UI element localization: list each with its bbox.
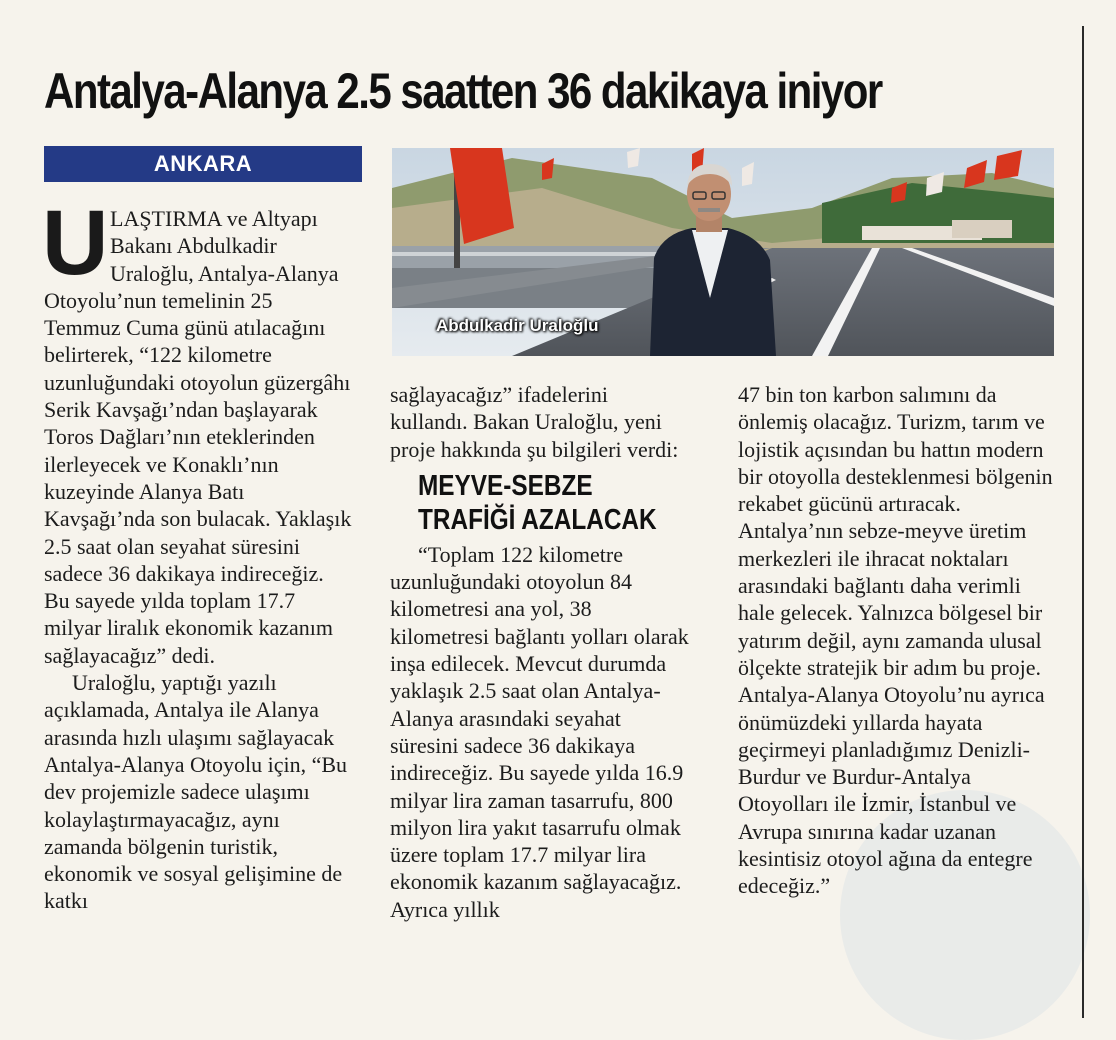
body-paragraph: 47 bin ton karbon salımını da önlemiş olacağız. Turizm, tarım ve lojistik açısından bu hattın modern bir otoyolla desteklenmesi bölgenin rekabet gücünü artıracak. Antalya’nın sebze-meyve üretim merkezleri ile ihracat noktaları arasındaki bağlantı daha verimli hale gelecek. Yalnızca bölgesel bir yatırım değil, aynı zamanda ulusal ölçekte stratejik bir adım bu proje. Antalya-Alanya Otoyolu’nu ayrıca önümüzdeki yıllarda hayata geçirmeyi planladığımız Denizli-Burdur ve Burdur-Antalya Otoyolları ile İzmir, İstanbul ve Avrupa sınırına kadar uzanan kesintisiz otoyol ağına da entegre edeceğiz.”: [738, 382, 1053, 899]
body-paragraph: sağlayacağız” ifadelerini kullandı. Bakan Uraloğlu, yeni proje hakkında şu bilgileri verdi:: [390, 382, 679, 462]
subheading-line-2: TRAFİĞİ AZALACAK: [418, 503, 657, 536]
subheading: [418, 469, 690, 537]
article-column-1: [42, 192, 354, 915]
article-photo: [392, 148, 1054, 356]
article-column-2: [390, 381, 690, 923]
article-column-3: [738, 381, 1058, 900]
body-paragraph: “Toplam 122 kilometre uzunluğundaki otoyolun 84 kilometresi ana yol, 38 kilometresi bağlantı yolları olarak inşa edilecek. Mevcut durumda yaklaşık 2.5 saat olan Antalya-Alanya arasındaki seyahat süresini sadece 36 dakikaya indireceğiz. Bu sayede yılda 16.9 milyar lira zaman tasarrufu, 800 milyon lira yakıt tasarrufu olmak üzere toplam 17.7 milyar lira ekonomik kazanım sağlayacağız. Ayrıca yıllık: [390, 541, 689, 922]
subheading-line-1: MEYVE-SEBZE: [418, 469, 593, 502]
headline: Antalya-Alanya 2.5 saatten 36 dakikaya iniyor: [44, 63, 882, 119]
photo-caption: Abdulkadir Uraloğlu: [436, 316, 599, 335]
dateline-banner: ANKARA: [44, 146, 362, 182]
body-paragraph: Uraloğlu, yaptığı yazılı açıklamada, Antalya ile Alanya arasında hızlı ulaşımı sağlayacak Antalya-Alanya Otoyolu için, “Bu dev projemizle sadece ulaşımı kolaylaştırmayacağız, aynı zamanda bölgenin turistik, ekonomik ve sosyal gelişimine de katkı: [44, 670, 348, 914]
lead-paragraph: [42, 192, 354, 669]
column-rule: [1082, 26, 1084, 1018]
drop-cap: U: [42, 192, 109, 294]
lead-paragraph-text: LAŞTIRMA ve Altyapı Bakanı Abdulkadir Uraloğlu, Antalya-Alanya Otoyolu’nun temelinin 25 Temmuz Cuma günü atılacağını belirterek, “122 kilometre uzunluğundaki otoyolun güzergâhı Serik Kavşağı’ndan başlayarak Toros Dağları’nın eteklerinden ilerleyecek ve Konaklı’nın kuzeyinde Alanya Batı Kavşağı’nda son bulacak. Yaklaşık 2.5 saat olan seyahat süresini sadece 36 dakikaya indireceğiz. Bu sayede yılda toplam 17.7 milyar liralık ekonomik kazanım sağlayacağız” dedi.: [44, 206, 352, 668]
